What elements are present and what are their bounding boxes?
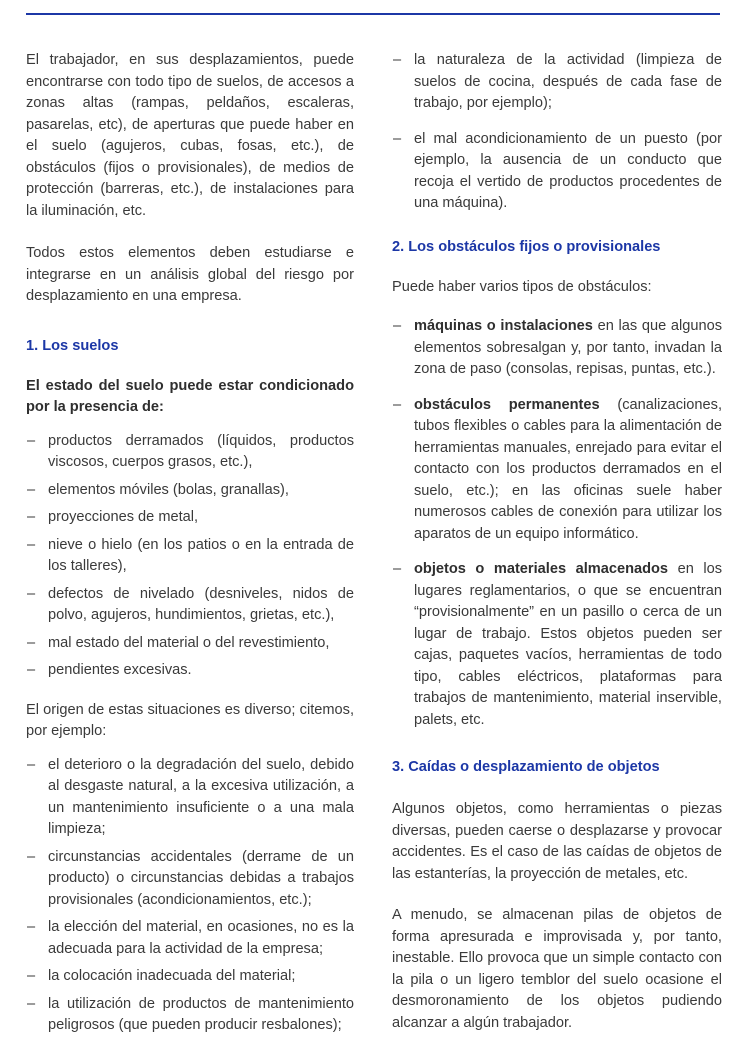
list-item: – circunstancias accidentales (derrame de un producto) o circunstancias debidas a trabajos provisionales (acondicionamientos, etc.); — [26, 847, 354, 912]
list-item — [392, 316, 722, 381]
list-item: – el mal acondicionamiento de un puesto (por ejemplo, la ausencia de un conducto que recoja el vertido de productos procedentes de una máquina). — [392, 129, 722, 215]
section-2-intro: Puede haber varios tipos de obstáculos: — [392, 278, 652, 295]
section-3-paragraph-1: Algunos objetos, como herramientas o piezas diversas, pueden caerse o desplazarse y provocar accidentes. Es el caso de las caídas de objetos de las estanterías, la proyección de metales, etc. — [392, 801, 722, 882]
list-item: – productos derramados (líquidos, productos viscosos, cuerpos grasos, etc.), — [26, 431, 354, 474]
intro-paragraph-2: Todos estos elementos deben estudiarse e integrarse en un análisis global del riesgo por desplazamiento en una empresa. — [26, 245, 354, 304]
floor-conditions-list — [26, 431, 354, 682]
list-item: – la elección del material, en ocasiones, no es la adecuada para la actividad de la empresa; — [26, 917, 354, 960]
list-item: – elementos móviles (bolas, granallas), — [26, 480, 354, 502]
origin-list-continued — [392, 50, 722, 215]
list-item: – la colocación inadecuada del material; — [26, 966, 354, 988]
origin-paragraph: El origen de estas situaciones es diverso; citemos, por ejemplo: — [26, 701, 354, 739]
left-column — [26, 50, 354, 1037]
obstacle-term: objetos o materiales almacenados — [414, 561, 669, 577]
obstacle-text: en los lugares reglamentarios, o que se encuentran “provisionalmente” en un pasillo o cerca de un lugar de trabajo. Estos objetos pueden ser cajas, paquetes vacíos, herramientas de todo tipo, cables eléctricos, plataformas para trabajos de mantenimiento, material inservible, palets, etc. — [414, 561, 722, 728]
list-item: – defectos de nivelado (desniveles, nidos de polvo, agujeros, hundimientos, grietas, etc.), — [26, 584, 354, 627]
intro-paragraph-1: El trabajador, en sus desplazamientos, puede encontrarse con todo tipo de suelos, de accesos a zonas altas (rampas, peldaños, escaleras, pasarelas, etc), de aperturas que puede haber en el suelo (agujeros, cubas, fosas, etc.), de obstáculos (fijos o provisionales), de medios de protección (barreras, etc.), de instalaciones para la iluminación, etc. — [26, 52, 354, 219]
list-item: – pendientes excesivas. — [26, 660, 354, 682]
obstacle-term: máquinas o instalaciones — [414, 318, 593, 334]
list-item: – la utilización de productos de mantenimiento peligrosos (que pueden producir resbalones); — [26, 994, 354, 1037]
origin-list — [26, 755, 354, 1037]
list-item: – proyecciones de metal, — [26, 507, 354, 529]
obstacle-text: en las que algunos elementos sobresalgan y, por tanto, invadan la zona de paso (consolas, repisas, puntas, etc.). — [414, 318, 722, 377]
obstacles-list — [392, 316, 722, 731]
obstacle-text: (canalizaciones, tubos flexibles o cables para la alimentación de herramientas manuales, enrejado para evitar el contacto con los productos derramados en el suelo, etc.); en las oficinas suele haber numerosos cables de conexión para utilizar los aparatos de un equipo informático. — [414, 396, 723, 542]
list-item: – mal estado del material o del revestimiento, — [26, 633, 354, 655]
list-item: – el deterioro o la degradación del suelo, debido al desgaste natural, a la excesiva utilización, a un mantenimiento insuficiente o a una mala limpieza; — [26, 755, 354, 841]
list-item — [392, 559, 722, 731]
top-rule — [26, 13, 720, 15]
obstacle-term: obstáculos permanentes — [414, 396, 600, 413]
section-1-lead: El estado del suelo puede estar condicionado por la presencia de: — [26, 377, 354, 415]
section-1-title: 1. Los suelos — [26, 337, 119, 354]
list-item: – nieve o hielo (en los patios o en la entrada de los talleres), — [26, 535, 354, 578]
right-column — [392, 50, 722, 1034]
section-3-title: 3. Caídas o desplazamiento de objetos — [392, 759, 660, 775]
section-3-paragraph-2: A menudo, se almacenan pilas de objetos de forma apresurada e improvisada y, por tanto, inestable. Ello provoca que un simple contacto con la pila o un ligero temblor del suelo ocasione el desmoronamiento de los objetos pudiendo alcanzar a algún trabajador. — [392, 907, 722, 1031]
list-item: – la naturaleza de la actividad (limpieza de suelos de cocina, después de cada fase de trabajo, por ejemplo); — [392, 50, 722, 115]
list-item — [392, 395, 722, 546]
section-2-title: 2. Los obstáculos fijos o provisionales — [392, 238, 661, 255]
